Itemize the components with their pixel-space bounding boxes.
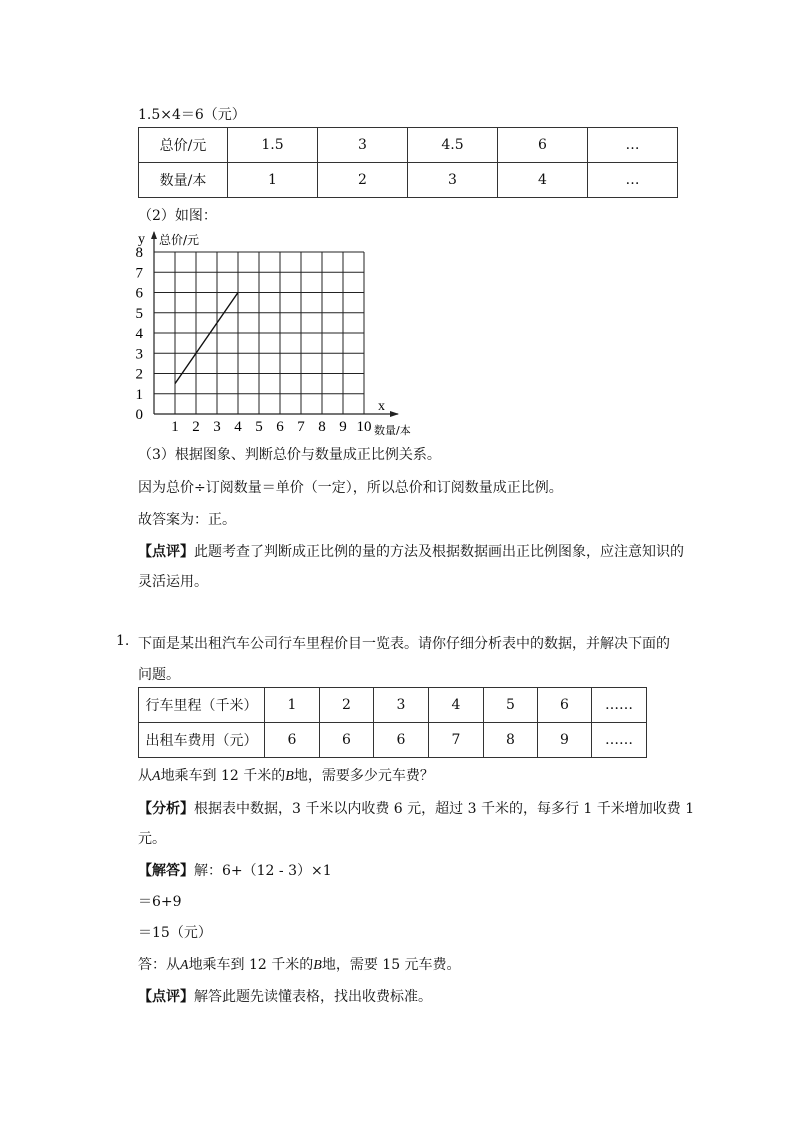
text-segment: 地乘车到 12 千米的 <box>160 768 286 784</box>
analysis-line2: 元。 <box>138 831 166 847</box>
table-row <box>139 723 647 758</box>
table-cell: 7 <box>429 723 484 758</box>
analysis-tag: 【分析】 <box>138 801 194 817</box>
question-line <box>138 765 434 785</box>
point-b: B <box>285 769 294 784</box>
y-tick-label: 8 <box>135 245 143 262</box>
line-chart <box>130 228 430 438</box>
question-number: 1. <box>116 633 130 649</box>
comment-text: 此题考查了判断成正比例的量的方法及根据数据画出正比例图象，应注意知识的 <box>194 544 684 560</box>
x-tick-label: 5 <box>255 419 263 435</box>
table-row <box>139 128 678 163</box>
table-cell: 6 <box>320 723 374 758</box>
question-text-line1: 下面是某出租汽车公司行车里程价目一览表。请你仔细分析表中的数据，并解决下面的 <box>138 636 670 652</box>
point-a: A <box>180 958 189 973</box>
x-tick-label: 8 <box>318 419 326 435</box>
y-tick-label: 3 <box>135 346 143 363</box>
x-axis-letter: x <box>378 399 385 414</box>
question-text-line2: 问题。 <box>138 667 180 683</box>
y-tick-label: 0 <box>135 407 143 423</box>
x-tick-label: 2 <box>192 419 200 435</box>
solution-line3: ＝15（元） <box>138 925 212 941</box>
x-tick-label: 10 <box>356 419 372 435</box>
table-cell: … <box>588 163 678 198</box>
table-cell: 8 <box>484 723 538 758</box>
table-cell: 6 <box>538 688 592 723</box>
comment-tag: 【点评】 <box>138 544 194 560</box>
row-label: 出租车费用（元） <box>139 723 265 758</box>
table-cell: 6 <box>265 723 320 758</box>
x-tick-label: 7 <box>297 419 305 435</box>
text-segment: 地，需要多少元车费？ <box>293 768 434 784</box>
table-cell: 1 <box>228 163 318 198</box>
solution-line1 <box>138 860 332 880</box>
table-cell: 2 <box>318 163 408 198</box>
x-axis-arrow <box>390 411 399 417</box>
table-cell: …… <box>592 688 647 723</box>
y-tick-label: 6 <box>135 285 143 302</box>
table-cell: 6 <box>374 723 429 758</box>
text-segment: 地乘车到 12 千米的 <box>188 957 314 973</box>
chart-grid <box>154 252 364 414</box>
analysis-text: 根据表中数据，3 千米以内收费 6 元，超过 3 千米的，每多行 1 千米增加收费 1 <box>194 801 695 817</box>
solution-text: 解：6+（12 - 3）×1 <box>194 863 332 879</box>
part3-line: （3）根据图象、判断总价与数量成正比例关系。 <box>138 447 441 463</box>
row-label: 总价/元 <box>139 128 228 163</box>
table-cell: 2 <box>320 688 374 723</box>
final-answer <box>138 954 461 974</box>
y-tick-label: 7 <box>135 265 143 282</box>
x-tick-label: 9 <box>339 419 347 435</box>
table-cell: 6 <box>498 128 588 163</box>
solution-line2: ＝6+9 <box>138 894 182 910</box>
part2-label: （2）如图： <box>138 208 217 224</box>
y-axis-arrow <box>151 231 157 239</box>
y-axis-letter: y <box>138 232 145 247</box>
comment-text: 解答此题先读懂表格，找出收费标准。 <box>194 989 432 1005</box>
top-equation: 1.5×4＝6（元） <box>138 107 246 123</box>
chart-tick-labels <box>136 245 372 435</box>
answer-line: 故答案为：正。 <box>138 512 236 528</box>
x-tick-label: 3 <box>213 419 221 435</box>
table-cell: 1 <box>265 688 320 723</box>
table-cell: 3 <box>374 688 429 723</box>
x-tick-label: 1 <box>171 419 179 435</box>
chart-axes <box>151 231 399 417</box>
table-cell: 3 <box>318 128 408 163</box>
x-axis-label: 数量/本 <box>374 424 411 437</box>
text-segment: 从 <box>138 768 152 784</box>
y-tick-label: 4 <box>135 326 143 343</box>
y-tick-label: 1 <box>135 386 143 403</box>
x-tick-label: 4 <box>234 419 242 435</box>
table-cell: 4 <box>498 163 588 198</box>
comment1-line2: 灵活运用。 <box>138 574 208 590</box>
analysis-line1 <box>138 798 694 818</box>
table-cell: 1.5 <box>228 128 318 163</box>
series-line <box>175 293 238 384</box>
text-segment: 答：从 <box>138 957 180 973</box>
comment1-line1 <box>138 541 684 561</box>
table-cell: 4 <box>429 688 484 723</box>
y-axis-label: 总价/元 <box>159 233 200 247</box>
table-cell: 9 <box>538 723 592 758</box>
table-cell: 5 <box>484 688 538 723</box>
y-tick-label: 2 <box>135 366 143 383</box>
point-a: A <box>152 769 161 784</box>
table-cell: 4.5 <box>408 128 498 163</box>
price-quantity-table <box>138 127 678 198</box>
text-segment: 地，需要 15 元车费。 <box>321 957 461 973</box>
comment-tag: 【点评】 <box>138 989 194 1005</box>
point-b: B <box>313 958 322 973</box>
comment2-line <box>138 986 432 1006</box>
solution-tag: 【解答】 <box>138 863 194 879</box>
chart-series <box>175 293 238 384</box>
table-row <box>139 688 647 723</box>
reason-line: 因为总价÷订阅数量＝单价（一定），所以总价和订阅数量成正比例。 <box>138 480 563 496</box>
table-cell: …… <box>592 723 647 758</box>
y-tick-label: 5 <box>135 305 143 322</box>
table-cell: … <box>588 128 678 163</box>
x-tick-label: 6 <box>276 419 284 435</box>
taxi-fare-table <box>138 687 647 758</box>
row-label: 行车里程（千米） <box>139 688 265 723</box>
table-row <box>139 163 678 198</box>
table-cell: 3 <box>408 163 498 198</box>
row-label: 数量/本 <box>139 163 228 198</box>
